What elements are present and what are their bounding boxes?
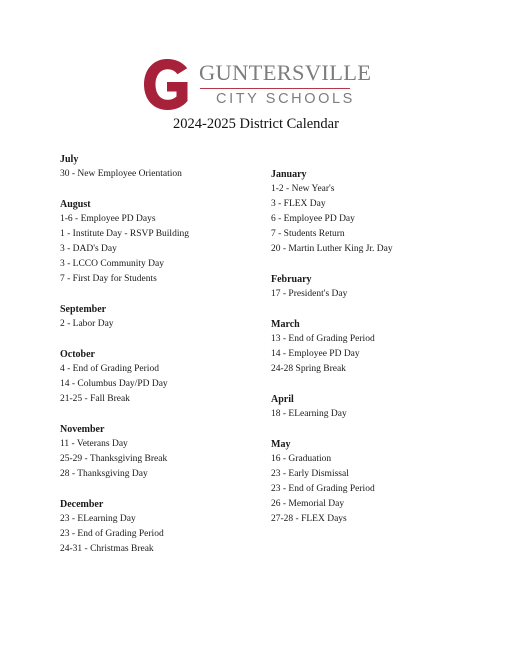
calendar-event: 23 - Early Dismissal — [271, 469, 349, 479]
month-heading: February — [271, 274, 312, 285]
calendar-event: 23 - End of Grading Period — [271, 484, 375, 494]
calendar-event: 25-29 - Thanksgiving Break — [60, 454, 168, 464]
calendar-event: 14 - Columbus Day/PD Day — [60, 379, 168, 389]
calendar-event: 16 - Graduation — [271, 454, 332, 464]
month-heading: July — [60, 154, 79, 165]
calendar-event: 1-2 - New Year's — [271, 184, 335, 194]
calendar-event: 1-6 - Employee PD Days — [60, 214, 156, 224]
month-section — [271, 167, 491, 257]
month-heading: April — [271, 394, 294, 405]
calendar-event: 7 - Students Return — [271, 229, 345, 239]
month-section — [60, 347, 280, 407]
month-heading: March — [271, 319, 300, 330]
calendar-event: 13 - End of Grading Period — [271, 334, 375, 344]
month-section — [60, 197, 280, 287]
month-heading: August — [60, 199, 91, 210]
month-heading: May — [271, 439, 291, 450]
calendar-event: 23 - End of Grading Period — [60, 529, 164, 539]
calendar-event: 27-28 - FLEX Days — [271, 514, 347, 524]
calendar-event: 1 - Institute Day - RSVP Building — [60, 229, 189, 239]
calendar-event: 3 - DAD's Day — [60, 244, 117, 254]
calendar-right-column — [271, 167, 491, 542]
calendar-event: 2 - Labor Day — [60, 319, 114, 329]
brand-divider — [200, 88, 350, 89]
month-section — [271, 392, 491, 422]
calendar-event: 24-28 Spring Break — [271, 364, 346, 374]
month-heading: September — [60, 304, 107, 315]
document-title: 2024-2025 District Calendar — [173, 116, 339, 132]
month-section — [60, 497, 280, 557]
calendar-event: 28 - Thanksgiving Day — [60, 469, 148, 479]
month-section — [60, 422, 280, 482]
month-heading: January — [271, 169, 307, 180]
month-heading: December — [60, 499, 104, 510]
calendar-event: 17 - President's Day — [271, 289, 348, 299]
district-logo-g-icon — [143, 58, 191, 111]
month-section — [60, 152, 280, 182]
brand-name: GUNTERSVILLE — [199, 60, 372, 85]
calendar-event: 11 - Veterans Day — [60, 439, 128, 449]
calendar-event: 23 - ELearning Day — [60, 514, 136, 524]
month-section — [271, 317, 491, 377]
calendar-event: 6 - Employee PD Day — [271, 214, 355, 224]
calendar-event: 7 - First Day for Students — [60, 274, 157, 284]
calendar-event: 26 - Memorial Day — [271, 499, 345, 509]
district-header — [0, 58, 512, 113]
calendar-event: 18 - ELearning Day — [271, 409, 347, 419]
calendar-event: 3 - LCCO Community Day — [60, 259, 164, 269]
calendar-event: 24-31 - Christmas Break — [60, 544, 154, 554]
month-section — [271, 437, 491, 527]
brand-subtitle: CITY SCHOOLS — [216, 91, 355, 107]
month-heading: October — [60, 349, 95, 360]
calendar-event: 14 - Employee PD Day — [271, 349, 360, 359]
calendar-event: 20 - Martin Luther King Jr. Day — [271, 244, 393, 254]
calendar-left-column — [60, 152, 280, 572]
calendar-event: 30 - New Employee Orientation — [60, 169, 182, 179]
calendar-event: 21-25 - Fall Break — [60, 394, 130, 404]
calendar-event: 4 - End of Grading Period — [60, 364, 159, 374]
month-section — [60, 302, 280, 332]
month-heading: November — [60, 424, 105, 435]
month-section — [271, 272, 491, 302]
calendar-event: 3 - FLEX Day — [271, 199, 326, 209]
